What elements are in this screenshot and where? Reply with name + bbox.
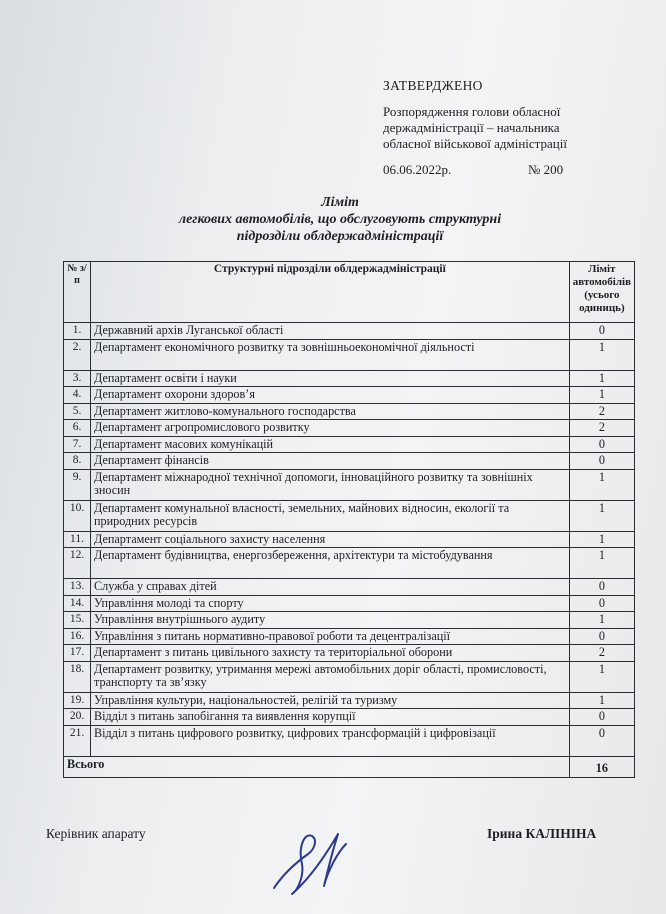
- row-num: 4.: [64, 387, 91, 404]
- row-limit: 1: [569, 469, 634, 500]
- table-row: [64, 500, 635, 531]
- row-name: Державний архів Луганської області: [91, 323, 570, 340]
- table-row: [64, 453, 635, 470]
- table-row: [64, 645, 635, 662]
- row-name: Відділ з питань запобігання та виявлення корупції: [91, 709, 570, 726]
- order-date: 06.06.2022р.: [383, 162, 452, 177]
- row-name: Служба у справах дітей: [91, 579, 570, 596]
- row-name: Відділ з питань цифрового розвитку, цифрових трансформацій і цифровізації: [91, 725, 570, 756]
- row-num: 9.: [64, 469, 91, 500]
- row-limit: 0: [569, 725, 634, 756]
- row-name: Департамент освіти і науки: [91, 370, 570, 387]
- row-num: 11.: [64, 531, 91, 548]
- row-name: Департамент економічного розвитку та зовнішньоекономічної діяльності: [91, 339, 570, 370]
- row-name: Департамент масових комунікацій: [91, 436, 570, 453]
- row-limit: 2: [569, 645, 634, 662]
- handwritten-signature: [268, 818, 350, 898]
- header-unit: Структурні підрозділи облдержадміністрації: [91, 262, 570, 323]
- row-num: 13.: [64, 579, 91, 596]
- row-num: 16.: [64, 628, 91, 645]
- row-name: Департамент житлово-комунального господарства: [91, 403, 570, 420]
- table-row: [64, 661, 635, 692]
- table-row: [64, 420, 635, 437]
- signatory-name: Ірина КАЛІНІНА: [487, 826, 597, 841]
- row-num: 2.: [64, 339, 91, 370]
- table-row: [64, 370, 635, 387]
- row-limit: 0: [569, 628, 634, 645]
- row-name: Управління молоді та спорту: [91, 595, 570, 612]
- row-limit: 1: [569, 370, 634, 387]
- approval-line-1: Розпорядження голови обласної: [383, 104, 561, 119]
- row-limit: 1: [569, 531, 634, 548]
- approval-heading: ЗАТВЕРДЖЕНО: [383, 78, 483, 93]
- total-row: [64, 756, 635, 777]
- approval-block: [383, 78, 653, 178]
- row-num: 20.: [64, 709, 91, 726]
- approval-line-3: обласної військової адміністрації: [383, 136, 567, 151]
- title-line-1: Ліміт: [321, 195, 359, 210]
- row-limit: 1: [569, 548, 634, 579]
- row-limit: 2: [569, 403, 634, 420]
- title-line-3: підрозділи облдержадміністрації: [236, 229, 444, 244]
- row-num: 14.: [64, 595, 91, 612]
- table-row: [64, 579, 635, 596]
- row-limit: 0: [569, 595, 634, 612]
- row-name: Департамент охорони здоров’я: [91, 387, 570, 404]
- approval-line-2: держадміністрації – начальника: [383, 120, 560, 135]
- row-limit: 1: [569, 612, 634, 629]
- row-num: 12.: [64, 548, 91, 579]
- header-num: № з/п: [64, 262, 91, 323]
- row-num: 8.: [64, 453, 91, 470]
- table-row: [64, 612, 635, 629]
- row-num: 6.: [64, 420, 91, 437]
- table-row: [64, 709, 635, 726]
- table-header-row: [64, 262, 635, 323]
- table-row: [64, 692, 635, 709]
- row-limit: 0: [569, 453, 634, 470]
- table-row: [64, 628, 635, 645]
- row-name: Департамент комунальної власності, земельних, майнових відносин, екології та природних ресурсів: [91, 500, 570, 531]
- row-name: Управління з питань нормативно-правової роботи та децентралізації: [91, 628, 570, 645]
- row-limit: 0: [569, 579, 634, 596]
- row-num: 5.: [64, 403, 91, 420]
- table-row: [64, 323, 635, 340]
- table-row: [64, 339, 635, 370]
- table-row: [64, 387, 635, 404]
- row-limit: 1: [569, 661, 634, 692]
- table-row: [64, 531, 635, 548]
- order-line: [383, 162, 653, 178]
- row-name: Департамент агропромислового розвитку: [91, 420, 570, 437]
- row-name: Управління внутрішнього аудиту: [91, 612, 570, 629]
- row-limit: 1: [569, 692, 634, 709]
- row-num: 15.: [64, 612, 91, 629]
- document-title: [150, 194, 530, 245]
- row-limit: 1: [569, 387, 634, 404]
- row-num: 19.: [64, 692, 91, 709]
- table-row: [64, 436, 635, 453]
- row-name: Департамент будівництва, енергозбереження, архітектури та містобудування: [91, 548, 570, 579]
- order-number: № 200: [528, 162, 564, 177]
- row-name: Департамент з питань цивільного захисту та територіальної оборони: [91, 645, 570, 662]
- header-limit: Ліміт автомобілів (усього одиниць): [569, 262, 634, 323]
- row-num: 1.: [64, 323, 91, 340]
- row-limit: 0: [569, 323, 634, 340]
- row-limit: 2: [569, 420, 634, 437]
- table-row: [64, 725, 635, 756]
- row-num: 21.: [64, 725, 91, 756]
- row-limit: 1: [569, 500, 634, 531]
- title-line-2: легкових автомобілів, що обслуговують структурні: [178, 212, 502, 227]
- row-limit: 0: [569, 709, 634, 726]
- row-limit: 0: [569, 436, 634, 453]
- row-name: Управління культури, національностей, релігій та туризму: [91, 692, 570, 709]
- limits-table: [63, 261, 635, 778]
- row-limit: 1: [569, 339, 634, 370]
- row-name: Департамент розвитку, утримання мережі автомобільних доріг області, промисловості, транспорту та зв’язку: [91, 661, 570, 692]
- total-label: Всього: [64, 756, 570, 777]
- row-num: 3.: [64, 370, 91, 387]
- signatory-position: Керівник апарату: [46, 826, 146, 841]
- row-name: Департамент соціального захисту населення: [91, 531, 570, 548]
- table-row: [64, 548, 635, 579]
- table-row: [64, 595, 635, 612]
- table-row: [64, 403, 635, 420]
- row-name: Департамент міжнародної технічної допомоги, інноваційного розвитку та зовнішніх зносин: [91, 469, 570, 500]
- row-num: 17.: [64, 645, 91, 662]
- row-num: 18.: [64, 661, 91, 692]
- row-num: 10.: [64, 500, 91, 531]
- table-row: [64, 469, 635, 500]
- row-num: 7.: [64, 436, 91, 453]
- row-name: Департамент фінансів: [91, 453, 570, 470]
- total-value: 16: [569, 756, 634, 777]
